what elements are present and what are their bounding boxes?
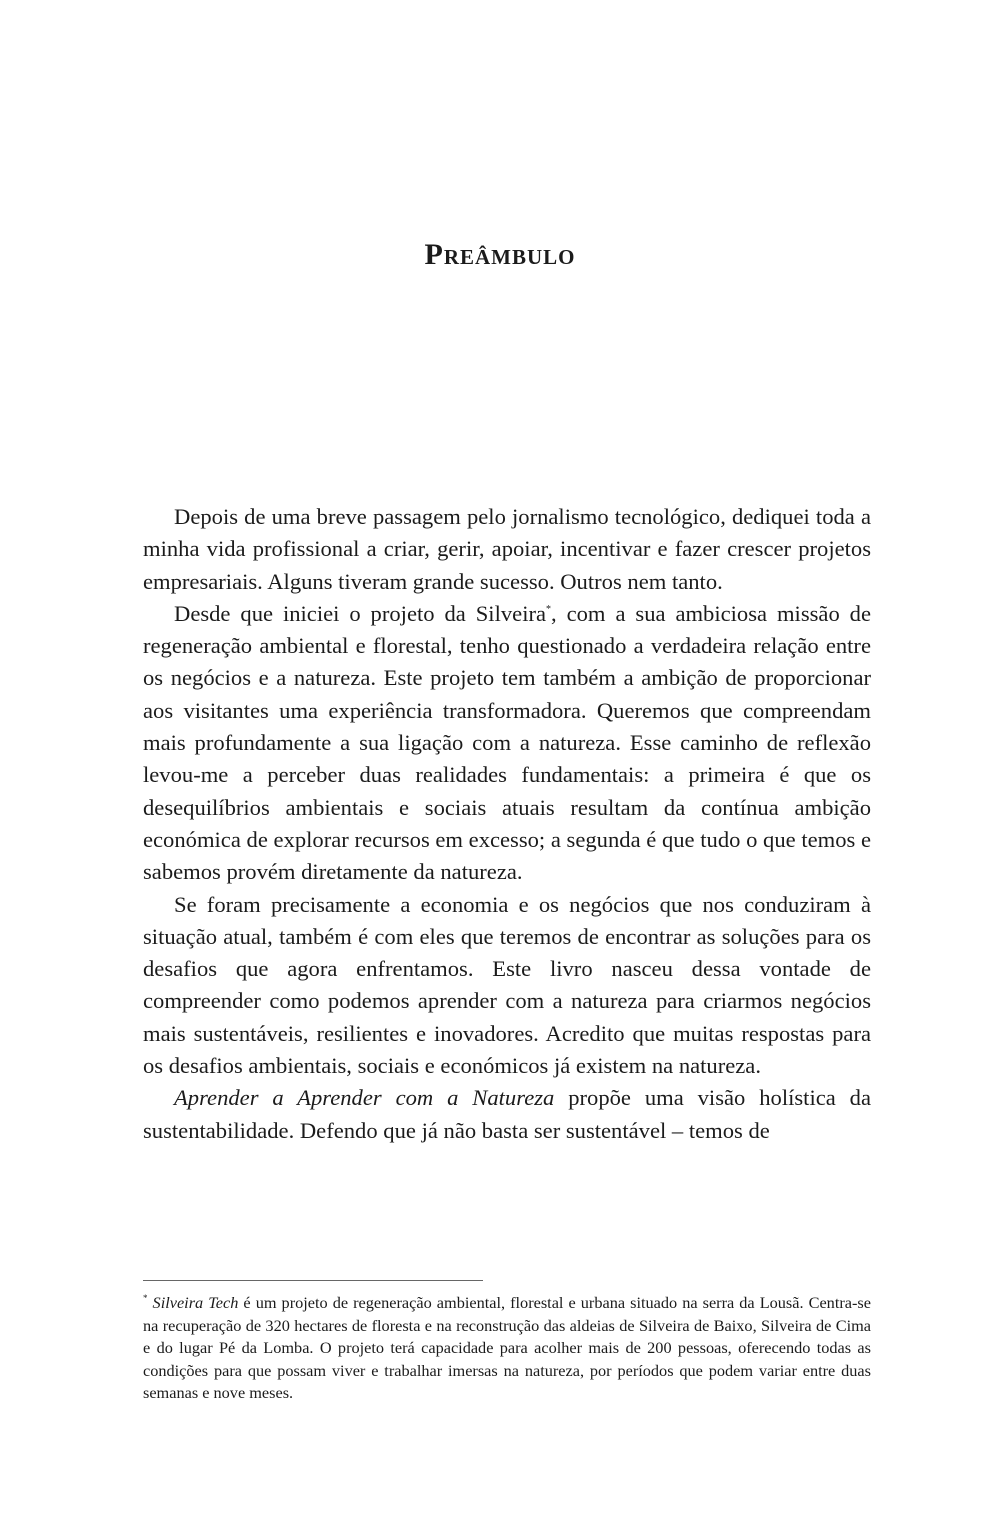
paragraph-4 — [143, 1082, 871, 1147]
footnote-mark: * — [143, 1293, 148, 1303]
footnote-reference[interactable]: * — [546, 603, 552, 615]
footnote — [143, 1292, 871, 1405]
paragraph-2-rest: , com a sua ambiciosa missão de regeneração ambiental e florestal, tenho questionado a verdadeira relação entre os negócios e a natureza. Este projeto tem também a ambição de proporcionar aos visitantes uma experiência transformadora. Queremos que compreendam mais profundamente a sua ligação com a natureza. Esse caminho de reflexão levou-me a perceber duas realidades fundamentais: a primeira é que os desequilíbrios ambientais e sociais atuais resultam da contínua ambição económica de explorar recursos em excesso; a segunda é que tudo o que temos e sabemos provém diretamente da natureza. — [143, 600, 871, 885]
footnote-divider — [143, 1280, 483, 1281]
chapter-title: Preâmbulo — [424, 238, 576, 271]
paragraph-2-start: Desde que iniciei o projeto da Silveira — [174, 600, 547, 626]
paragraph-4-rest: propõe uma visão holística da sustentabilidade. Defendo que já não basta ser sustentável – temos de — [143, 1085, 871, 1143]
paragraph-1: Depois de uma breve passagem pelo jornalismo tecnológico, dediquei toda a minha vida profissional a criar, gerir, apoiar, incentivar e fazer crescer projetos empresariais. Alguns tiveram grande sucesso. Outros nem tanto. — [143, 504, 871, 594]
paragraph-2 — [143, 598, 871, 889]
footnote-text: é um projeto de regeneração ambiental, florestal e urbana situado na serra da Lousã. Centra-se na recuperação de 320 hectares de floresta e na reconstrução das aldeias de Silveira de Baixo, Silveira de Cima e do lugar Pé da Lomba. O projeto terá capacidade para acolher mais de 200 pessoas, oferecendo todas as condições para que possam viver e trabalhar imersas na natureza, por períodos que podem variar entre duas semanas e nove meses. — [143, 1293, 871, 1402]
body-text — [143, 501, 871, 1147]
footnote-italic: Silveira Tech — [152, 1293, 239, 1312]
book-title-italic: Aprender a Aprender com a Natureza — [174, 1085, 555, 1111]
paragraph-3: Se foram precisamente a economia e os negócios que nos conduziram à situação atual, também é com eles que teremos de encontrar as soluções para os desafios que agora enfrentamos. Este livro nasceu dessa vontade de compreender como podemos aprender com a natureza para criarmos negócios mais sustentáveis, resilientes e inovadores. Acredito que muitas respostas para os desafios ambientais, sociais e económicos já existem na natureza. — [143, 891, 871, 1079]
